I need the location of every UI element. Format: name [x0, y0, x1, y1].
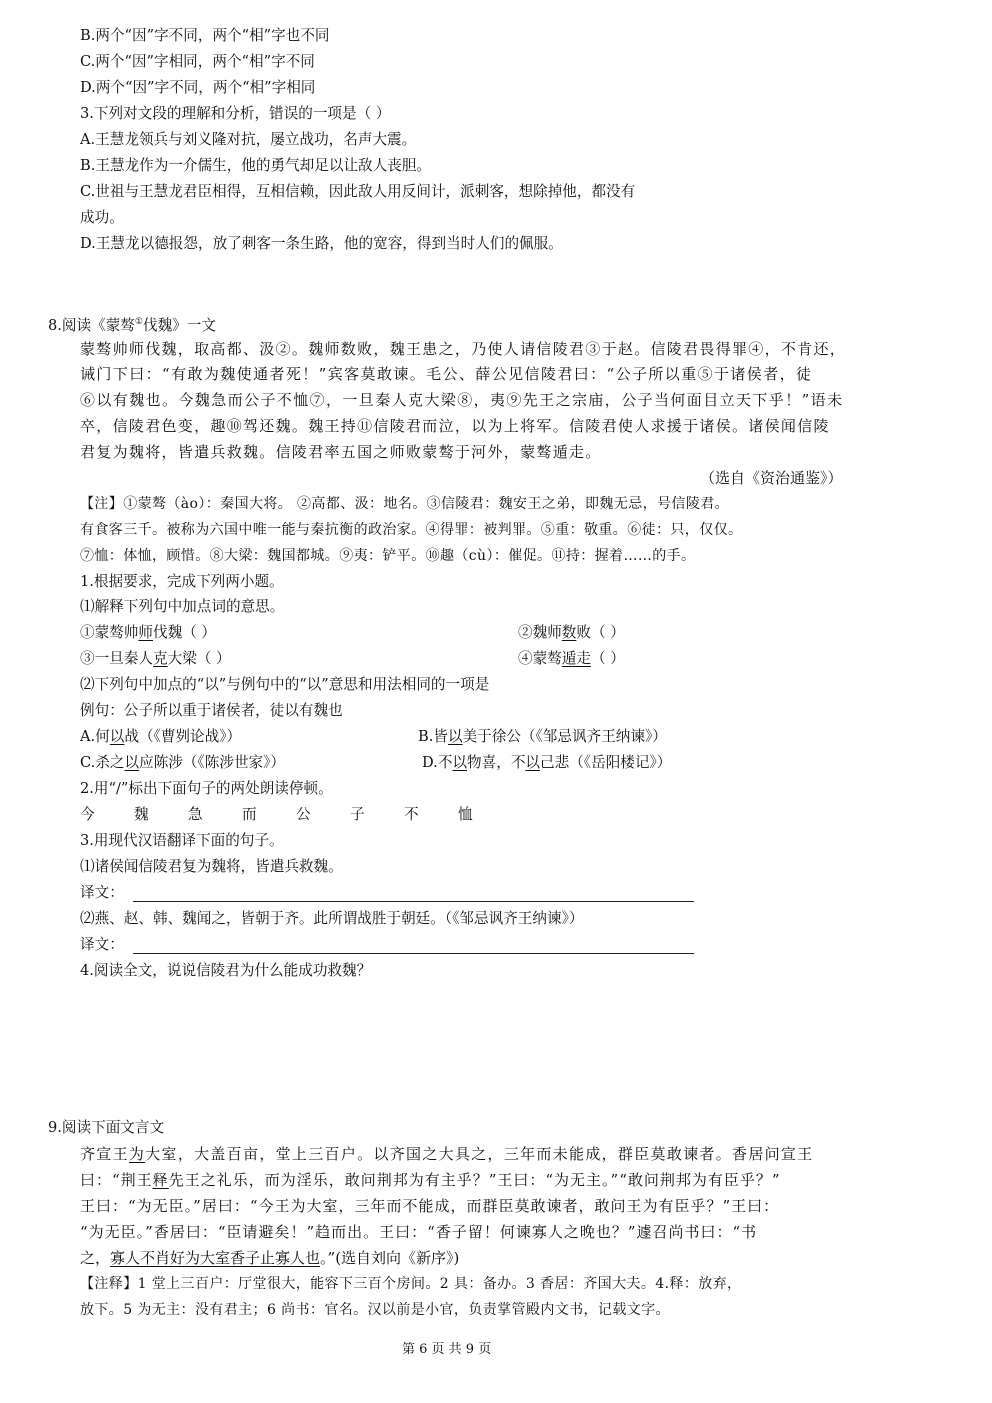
q8-sub4-stem: 4.阅读全文，说说信陵君为什么能成功救魏？ — [80, 962, 372, 979]
translation-label-2: 译文： — [80, 936, 124, 953]
q8-sub3-part1: ⑴诸侯闻信陵君复为魏将，皆遣兵救魏。 — [80, 858, 343, 875]
pause-char: 魏 — [134, 806, 149, 823]
q7-option-c: C.两个“因”字相同，两个“相”字不同 — [80, 53, 315, 70]
pause-char: 不 — [404, 806, 419, 823]
q8-sub3-part2: ⑵燕、赵、韩、魏闻之，皆朝于齐。此所谓战胜于朝廷。（《邹忌讽齐王纳谏》） — [80, 910, 584, 927]
q8-example-sentence: 例句：公子所以重于诸侯者，徒以有魏也 — [80, 702, 343, 719]
page-footer: 第 6 页 共 9 页 — [402, 1342, 492, 1357]
q7-sub3-stem: 3.下列对文段的理解和分析，错误的一项是（ ） — [80, 105, 391, 122]
q7-sub3-option-c: C.世祖与王慧龙君臣相得，互相信赖，因此敌人用反间计，派刺客，想除掉他，都没有 — [80, 183, 636, 200]
pause-char: 急 — [188, 806, 203, 823]
q9-title: 9.阅读下面文言文 — [48, 1119, 165, 1136]
translation-answer-line-1[interactable] — [133, 901, 694, 902]
q7-option-d: D.两个“因”字不同，两个“相”字相同 — [80, 79, 316, 96]
q9-passage-line-5: 之，寡人不肖好为大室香子止寡人也。”(选自刘向《新序》) — [80, 1249, 460, 1267]
q7-sub3-option-c-cont: 成功。 — [80, 209, 124, 226]
translation-label-1: 译文： — [80, 884, 124, 901]
q7-sub3-option-d: D.王慧龙以德报怨，放了刺客一条生路，他的宽容，得到当时人们的佩服。 — [80, 235, 563, 252]
q8-source: （选自《资治通鉴》） — [700, 469, 843, 487]
q7-option-b: B.两个“因”字不同，两个“相”字也不同 — [80, 27, 330, 44]
q8-word-item-4: ④蒙骜遁走（ ） — [518, 650, 625, 667]
q8-yi-option-b: B.皆以美于徐公（《邹忌讽齐王纳谏》） — [418, 728, 667, 745]
q8-note-line-3: ⑦恤：体恤，顾惜。⑧大梁：魏国都城。⑨夷：铲平。⑩趣（cù）：催促。⑪持：握着……的手。 — [80, 548, 696, 564]
pause-char: 今 — [80, 806, 95, 823]
q8-yi-option-a: A.何以战（《曹刿论战》） — [80, 728, 242, 745]
q8-note-line-2: 有食客三千。被称为六国中唯一能与秦抗衡的政治家。④得罪：被判罪。⑤重：敬重。⑥徒：只，仅仅。 — [80, 522, 743, 538]
q7-sub3-option-b: B.王慧龙作为一介儒生，他的勇气却足以让敌人丧胆。 — [80, 157, 432, 174]
q8-sub1-stem: 1.根据要求，完成下列两小题。 — [80, 573, 284, 590]
q8-word-item-1: ①蒙骜帅师伐魏（ ） — [80, 624, 217, 641]
q9-note-line-1: 【注释】1 堂上三百户：厅堂很大，能容下三百个房间。2 具：备办。3 香居：齐国大夫。4.释：放弃， — [80, 1276, 742, 1292]
q9-passage-line-3: 王曰：“为无臣。”居曰：“今王为大室，三年而不能成，而群臣莫敢谏者，敢问王为有臣乎？”王曰： — [80, 1197, 780, 1215]
q9-passage-line-4: “为无臣。”香居曰：“臣请避矣！”趋而出。王曰：“香子留！何谏寡人之晚也？”遽召尚书曰：“书 — [80, 1223, 758, 1241]
q8-yi-option-d: D.不以物喜，不以己悲（《岳阳楼记》） — [422, 754, 672, 771]
q8-passage-line-1: 蒙骜帅师伐魏，取高都、汲②。魏师数败，魏王患之，乃使人请信陵君③于赵。信陵君畏得罪④，不肯还， — [80, 340, 847, 358]
q8-pause-sentence[interactable] — [80, 805, 512, 825]
q8-word-item-3: ③一旦秦人克大梁（ ） — [80, 650, 231, 667]
q8-yi-option-c: C.杀之以应陈涉（《陈涉世家》） — [80, 754, 286, 771]
q8-sub2-stem: 2.用“/”标出下面句子的两处朗读停顿。 — [80, 780, 333, 797]
pause-char: 恤 — [458, 806, 473, 823]
q8-note-line-1: 【注】①蒙骜（ào）：秦国大将。 ②高都、汲：地名。③信陵君：魏安王之弟，即魏无忌，号信陵君。 — [80, 496, 730, 512]
q8-word-item-2: ②魏师数败（ ） — [518, 624, 625, 641]
q8-sub1-part1: ⑴解释下列句中加点词的意思。 — [80, 598, 285, 615]
q8-passage-line-5: 君复为魏将，皆遣兵救魏。信陵君率五国之师败蒙骜于河外，蒙骜遁走。 — [80, 443, 602, 461]
q8-passage-line-3: ⑥以有魏也。今魏急而公子不恤⑦，一旦秦人克大梁⑧，夷⑨先王之宗庙，公子当何面目立天下乎！”语未 — [80, 391, 844, 409]
pause-char: 子 — [350, 806, 365, 823]
q9-note-line-2: 放下。5 为无主：没有君主；6 尚书：官名。汉以前是小官，负责掌管殿内文书，记载文字。 — [80, 1302, 670, 1318]
translation-answer-line-2[interactable] — [133, 953, 694, 954]
pause-char: 而 — [242, 806, 257, 823]
q9-passage-line-2: 曰：“荆王释先王之礼乐，而为淫乐，敢问荆邦为有主乎？”王曰：“为无主。”“敢问荆邦为有臣乎？” — [80, 1171, 781, 1189]
q7-sub3-option-a: A.王慧龙领兵与刘义隆对抗，屡立战功，名声大震。 — [80, 131, 417, 148]
pause-char: 公 — [296, 806, 311, 823]
q8-passage-line-2: 诫门下曰：“有敢为魏使通者死！”宾客莫敢谏。毛公、薛公见信陵君曰：“公子所以重⑤于诸侯者，徒 — [80, 365, 813, 383]
q8-passage-line-4: 卒，信陵君色变，趣⑩驾还魏。魏王持⑪信陵君而泣，以为上将军。信陵君使人求援于诸侯。诸侯闻信陵 — [80, 417, 830, 435]
q8-sub3-stem: 3.用现代汉语翻译下面的句子。 — [80, 832, 284, 849]
q8-sub1-part2: ⑵下列句中加点的“以”与例句中的“以”意思和用法相同的一项是 — [80, 676, 490, 693]
q9-passage-line-1: 齐宣王为大室，大盖百亩，堂上三百户。以齐国之大具之，三年而未能成，群臣莫敢谏者。香居问宣王 — [80, 1145, 814, 1163]
q8-title: 8.阅读《蒙骜①伐魏》一文 — [48, 316, 216, 334]
